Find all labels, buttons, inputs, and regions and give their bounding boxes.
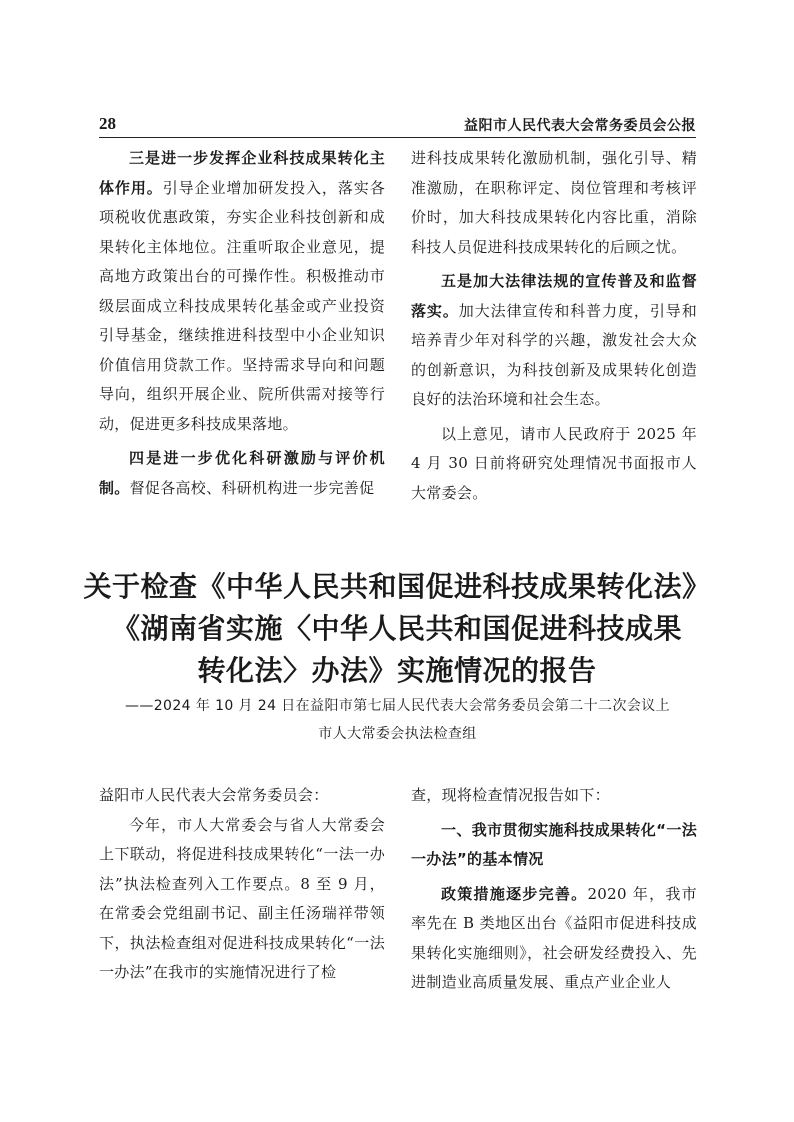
header-rule	[99, 137, 696, 138]
title-line: 《湖南省实施〈中华人民共和国促进科技成果	[111, 612, 682, 645]
section-heading: 一、我市贯彻实施科技成果转化“一法一办法”的基本情况	[411, 820, 697, 868]
title-line: 转化法〉办法》实施情况的报告	[197, 654, 597, 687]
paragraph	[411, 420, 697, 509]
paragraph-body: 督促各高校、科研机构进一步完善促	[129, 478, 375, 497]
page-number: 28	[99, 114, 116, 133]
paragraph-body: 2020 年，我市率先在 B 类地区出台《益阳市促进科技成果转化实施细则》，社会研发经费投入、先进制造业高质量发展、重点产业企业人	[411, 884, 697, 991]
paragraph-body: 引导企业增加研发投入，落实各项税收优惠政策，夯实企业科技创新和成果转化主体地位。注重听取企业意见，提高地方政策出台的可操作性。积极推动市级层面成立科技成果转化基金或产业投资引导基金，继续推进科技型中小企业知识价值信用贷款工作。坚持需求导向和问题导向，组织开展企业、院所供需对接等行动，促进更多科技成果落地。	[99, 178, 386, 433]
report-subtitle	[99, 692, 696, 748]
paragraph	[99, 811, 385, 988]
paragraph-lead: 三是进一步发挥企业科技成果转化主体作用。	[99, 149, 385, 197]
report-title	[60, 566, 734, 692]
paragraph-lead: 四是进一步优化科研激励与评价机制。	[99, 449, 385, 497]
paragraph-lead: 政策措施逐步完善。	[441, 884, 588, 903]
paragraph	[411, 781, 697, 811]
top-left-column	[99, 144, 385, 508]
paragraph	[411, 267, 697, 415]
top-right-column	[411, 144, 697, 513]
paragraph-body: 进科技成果转化激励机制，强化引导、精准激励，在职称评定、岗位管理和考核评价时，加大科技成果转化内容比重，消除科技人员促进科技成果转化的后顾之忧。	[411, 149, 697, 256]
paragraph-lead: 五是加大法律法规的宣传普及和监督落实。	[411, 272, 697, 320]
salutation: 益阳市人民代表大会常务委员会：	[99, 786, 329, 804]
paragraph-body: 查，现将检查情况报告如下：	[411, 786, 610, 804]
paragraph	[99, 144, 385, 439]
page-header	[99, 114, 696, 136]
report-author: 市人大常委会执法检查组	[318, 726, 477, 742]
paragraph	[99, 444, 385, 503]
paragraph	[411, 144, 697, 262]
paragraph-body: 今年，市人大常委会与省人大常委会上下联动，将促进科技成果转化“一法一办法”执法检查列入工作要点。8 至 9 月，在常委会党组副书记、副主任汤瑞祥带领下，执法检查组对促进科技成果转化“一法一办法”在我市的实施情况进行了检	[99, 815, 385, 981]
paragraph	[411, 880, 697, 998]
publication-title: 益阳市人民代表大会常务委员会公报	[464, 118, 696, 134]
title-line: 关于检查《中华人民共和国促进科技成果转化法》	[83, 570, 711, 603]
bottom-left-column	[99, 781, 385, 993]
bottom-right-column	[411, 781, 697, 1003]
subtitle-line: ——2024 年 10 月 24 日在益阳市第七届人民代表大会常务委员会第二十二次会议上	[124, 698, 671, 714]
paragraph-body: 加大法律宣传和科普力度，引导和培养青少年对科学的兴趣，激发社会大众的创新意识，为科技创新及成果转化创造良好的法治环境和社会生态。	[411, 301, 697, 408]
paragraph-body: 以上意见，请市人民政府于 2025 年 4 月 30 日前将研究处理情况书面报市人大常委会。	[411, 424, 697, 502]
